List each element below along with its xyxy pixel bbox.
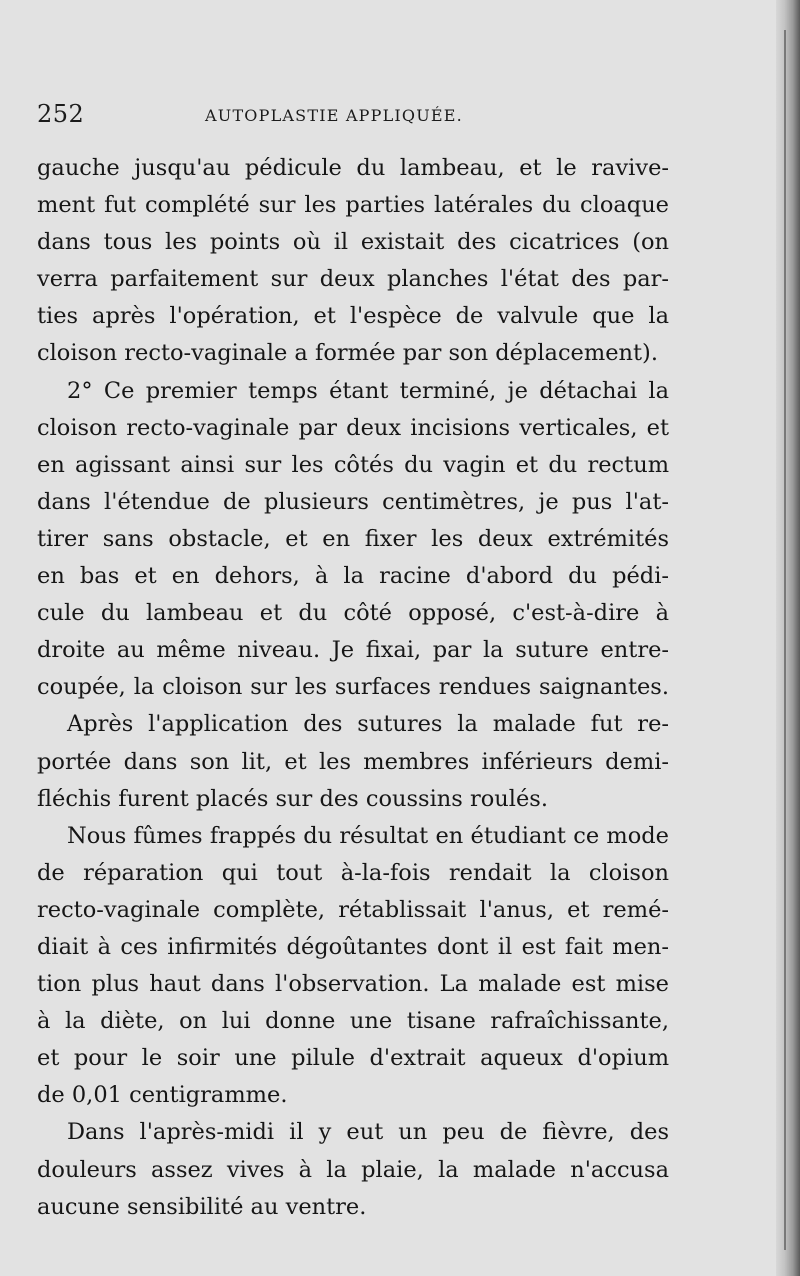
text-line: 2° Ce premier temps étant terminé, je détachai la <box>67 377 669 404</box>
paragraph-after-sutures <box>37 706 669 817</box>
text-line: Nous fûmes frappés du résultat en étudiant ce mode <box>67 822 669 849</box>
page-number: 252 <box>37 100 85 128</box>
text-line: dans tous les points où il existait des cicatrices (on <box>37 229 670 256</box>
text-line: douleurs assez vives à la plaie, la malade n'accusa <box>37 1156 669 1183</box>
page-header <box>37 100 727 134</box>
text-line: Dans l'après-midi il y eut un peu de fièvre, des <box>67 1119 669 1146</box>
text-line: droite au même niveau. Je fixai, par la suture entre- <box>37 637 669 664</box>
text-line: en bas et en dehors, à la racine d'abord du pédi- <box>37 563 669 590</box>
text-line: Après l'application des sutures la malade fut re- <box>67 711 669 738</box>
text-line: et pour le soir une pilule d'extrait aqueux d'opium <box>37 1045 670 1072</box>
text-line: aucune sensibilité au ventre. <box>37 1193 367 1220</box>
text-line: de réparation qui tout à-la-fois rendait la cloison <box>37 859 669 886</box>
text-line: tion plus haut dans l'observation. La malade est mise <box>37 971 669 998</box>
text-line: cloison recto-vaginale a formée par son déplacement). <box>37 340 658 367</box>
body-text <box>37 150 669 1226</box>
running-head: AUTOPLASTIE APPLIQUÉE. <box>205 106 463 125</box>
text-line: à la diète, on lui donne une tisane rafraîchissante, <box>37 1008 669 1035</box>
paragraph-result <box>37 818 669 1115</box>
paragraph-afternoon <box>37 1114 669 1225</box>
text-line: en agissant ainsi sur les côtés du vagin et du rectum <box>37 451 670 478</box>
book-spine-edge <box>776 0 800 1276</box>
page-edge-line <box>784 30 786 1250</box>
paragraph-continuation <box>37 150 669 373</box>
text-line: tirer sans obstacle, et en fixer les deux extrémités <box>37 525 670 552</box>
text-line: ties après l'opération, et l'espèce de valvule que la <box>37 303 669 330</box>
text-line: cloison recto-vaginale par deux incisions verticales, et <box>37 414 669 441</box>
text-line: recto-vaginale complète, rétablissait l'anus, et remé- <box>37 896 669 923</box>
paragraph-second-step <box>37 373 669 707</box>
text-line: cule du lambeau et du côté opposé, c'est-à-dire à <box>37 600 669 627</box>
text-line: gauche jusqu'au pédicule du lambeau, et le ravive- <box>37 155 669 181</box>
text-line: coupée, la cloison sur les surfaces rendues saignantes. <box>37 674 669 701</box>
text-line: verra parfaitement sur deux planches l'état des par- <box>37 266 669 293</box>
text-line: dans l'étendue de plusieurs centimètres, je pus l'at- <box>37 488 669 515</box>
text-line: de 0,01 centigramme. <box>37 1082 288 1109</box>
text-line: diait à ces infirmités dégoûtantes dont il est fait men- <box>37 933 669 960</box>
text-line: portée dans son lit, et les membres inférieurs demi- <box>37 748 670 775</box>
text-line: ment fut complété sur les parties latérales du cloaque <box>37 192 669 219</box>
text-line: fléchis furent placés sur des coussins roulés. <box>37 785 548 812</box>
